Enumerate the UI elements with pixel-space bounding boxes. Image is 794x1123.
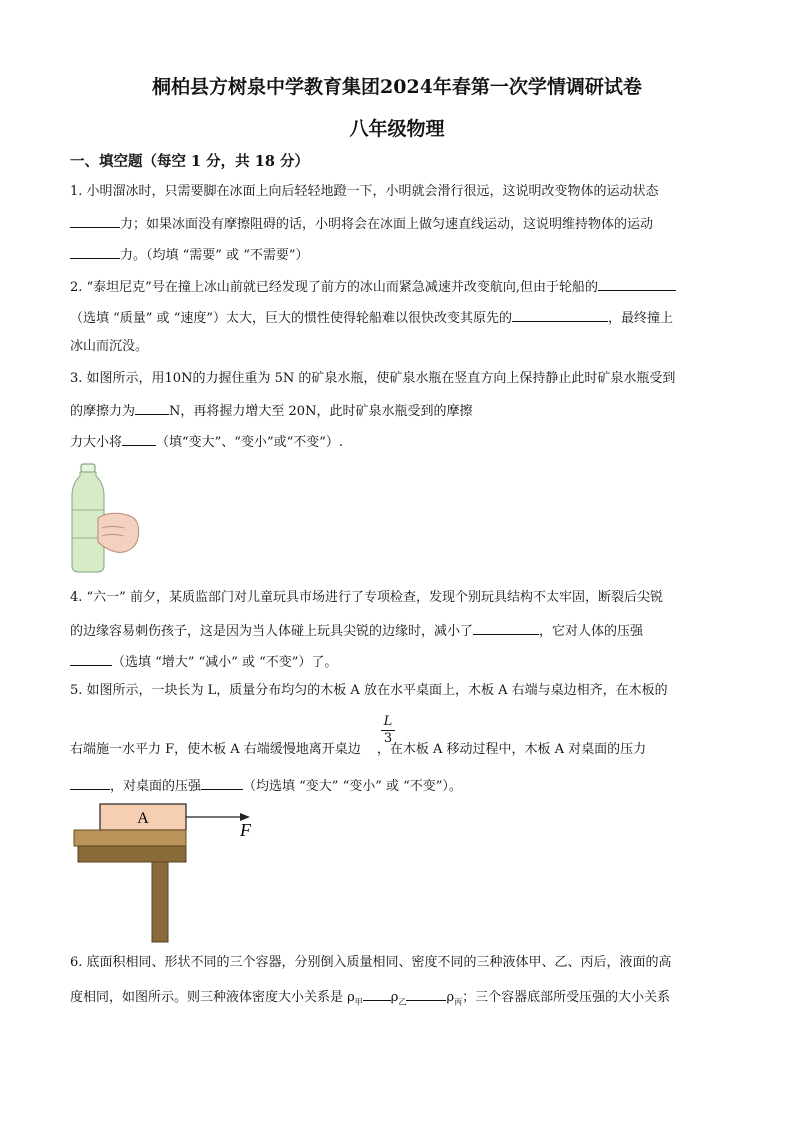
q1-line2 [70,214,724,233]
hand-icon [98,513,139,552]
answer-blank[interactable] [406,987,446,1001]
q2-line1-text: 2. “泰坦尼克”号在撞上冰山前就已经发现了前方的冰山而紧急减速并改变航向,但由于轮船的 [70,280,598,295]
answer-blank[interactable] [512,308,608,322]
q2-line1 [70,277,724,296]
q1-line3 [70,245,724,264]
q5-line2 [70,742,724,758]
answer-blank[interactable] [70,214,120,228]
page-title: 桐柏县方树泉中学教育集团2024年春第一次学情调研试卷 [152,76,642,98]
q5-line1: 5. 如图所示，一块长为 L，质量分布均匀的木板 A 放在水平桌面上，木板 A 右端与桌边相齐，在木板的 [70,683,668,698]
q2-line3: 冰山而沉没。 [70,339,149,354]
q2-line2-tail: ，最终撞上 [607,311,673,326]
answer-blank[interactable] [122,432,156,446]
q1-line2-text: 力；如果冰面没有摩擦阻碍的话，小明将会在冰面上做匀速直线运动，这说明维持物体的运动 [120,217,654,232]
answer-blank[interactable] [70,776,110,790]
q6-line2 [70,987,724,1011]
q4-line1: 4. “六一” 前夕，某质监部门对儿童玩具市场进行了专项检查，发现个别玩具结构不太牢固，断裂后尖锐 [70,590,663,605]
answer-blank[interactable] [70,245,120,259]
q3-line3-text: 力大小将 [70,435,123,450]
q1-line3-text: 力。（均填 “需要” 或 “不需要”） [120,248,309,263]
q2-line2 [70,308,724,327]
section-heading: 一、填空题（每空 1 分，共 18 分） [70,153,309,170]
answer-blank[interactable] [598,277,676,291]
rho-symbol: ρ [390,990,399,1005]
answer-blank[interactable] [70,652,112,666]
answer-blank[interactable] [473,621,539,635]
bottle-cap [81,464,95,472]
fraction-denominator: 3 [383,731,393,746]
subscript-yi: 乙 [398,997,407,1007]
q4-line3-text: （选填 “增大” “减小” 或 “不变”）了。 [112,655,338,670]
q4-line2 [70,621,724,640]
q5-line2-tail: ，在木板 A 移动过程中，木板 A 对桌面的压力 [376,742,647,757]
subscript-jia: 甲 [354,997,363,1007]
force-label: F [240,820,251,840]
board-label: A [137,810,149,827]
q3-line2-tail: N，再将握力增大至 20N，此时矿泉水瓶受到的摩擦 [169,404,473,419]
answer-blank[interactable] [201,776,243,790]
answer-blank[interactable] [363,987,391,1001]
q4-line2-text: 的边缘容易刺伤孩子，这是因为当人体碰上玩具尖锐的边缘时，减小了 [70,624,474,639]
q3-line3 [70,432,724,451]
q5-line2-text: 右端施一水平力 F，使木板 A 右端缓慢地离开桌边 [70,742,361,757]
q5-line3-text: ，对桌面的压强 [110,779,202,794]
table-leg [152,862,168,942]
q3-line3-tail: （填“变大”、“变小”或“不变”）. [156,435,344,450]
q2-line2-text: （选填 “质量” 或 “速度”）太大，巨大的惯性使得轮船难以很快改变其原先的 [70,311,512,326]
q4-line3 [70,652,724,671]
answer-blank[interactable] [135,401,169,415]
fraction-numerator: L [381,714,395,731]
q3-line2 [70,401,724,420]
rho-symbol: ρ [446,990,455,1005]
q4-line2-tail: ，它对人体的压强 [539,624,644,639]
table-top [74,830,186,846]
q3-line2-text: 的摩擦力为 [70,404,136,419]
q3-line1: 3. 如图所示，用10N的力握住重为 5N 的矿泉水瓶，使矿泉水瓶在竖直方向上保持静止此时矿泉水瓶受到 [70,371,676,386]
subscript-bing: 丙 [454,997,463,1007]
q5-line3 [70,776,724,795]
board-table-figure [72,800,272,944]
table-edge [78,846,186,862]
q6-line1: 6. 底面积相同、形状不同的三个容器，分别倒入质量相同、密度不同的三种液体甲、乙、丙后，液面的高 [70,955,672,970]
q6-line2-tail: ；三个容器底部所受压强的大小关系 [462,990,671,1005]
q6-line2-text: 度相同，如图所示。则三种液体密度大小关系是 ρ [70,990,355,1005]
page-subtitle: 八年级物理 [349,118,445,140]
q1-line1: 1. 小明溜冰时，只需要脚在冰面上向后轻轻地蹬一下，小明就会滑行很远，这说明改变物体的运动状态 [70,184,659,199]
q5-line3-tail: （均选填 “变大” “变小” 或 “不变”）。 [243,779,462,794]
bottle-figure [68,462,144,574]
